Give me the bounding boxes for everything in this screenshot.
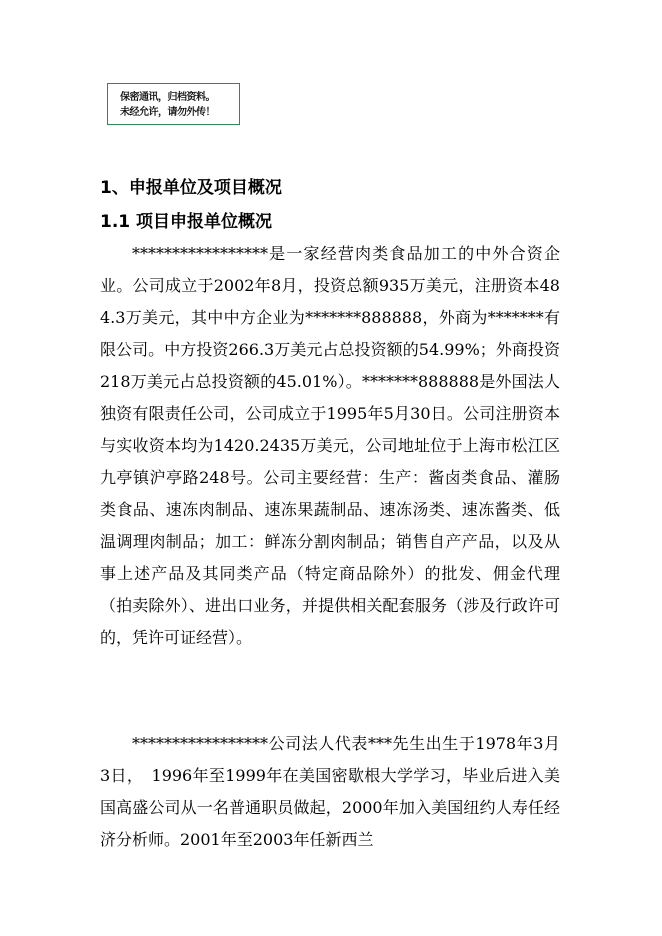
company-overview-paragraph: *****************是一家经营肉类食品加工的中外合资企业。公司成立于2002年8月，投资总额935万美元，注册资本484.3万美元，其中中方企业为*******888888，外商为*******有限公司。中方投资266.3万美元占总投资额的54.99%；外商投资218万美元占总投资额的45.01%）。*******888888是外国法人独资有限责任公司，公司成立于1995年5月30日。公司注册资本与实收资本均为1420.2435万美元，公司地址位于上海市松江区九亭镇沪亭路248号。公司主要经营：生产：酱卤类食品、灌肠类食品、速冻肉制品、速冻果蔬制品、速冻汤类、速冻酱类、低温调理肉制品；加工：鲜冻分割肉制品；销售自产产品，以及从事上述产品及其同类产品（特定商品除外）的批发、佣金代理（拍卖除外）、进出口业务，并提供相关配套服务（涉及行政许可的，凭许可证经营）。: [100, 244, 560, 647]
subsection-heading: 1.1 项目申报单位概况: [100, 212, 273, 232]
confidential-stamp: [107, 83, 240, 125]
legal-representative-paragraph: *****************公司法人代表***先生出生于1978年3月3日， 1996年至1999年在美国密歇根大学学习，毕业后进入美国高盛公司从一名普通职员做起，2000年加入美国纽约人寿任经济分析师。2001年至2003年任新西兰: [100, 734, 560, 849]
stamp-line-2: 未经允许，请勿外传！: [120, 107, 215, 118]
section-heading: 1、申报单位及项目概况: [100, 178, 282, 198]
stamp-line-1: 保密通讯，归档资料。: [120, 92, 215, 103]
